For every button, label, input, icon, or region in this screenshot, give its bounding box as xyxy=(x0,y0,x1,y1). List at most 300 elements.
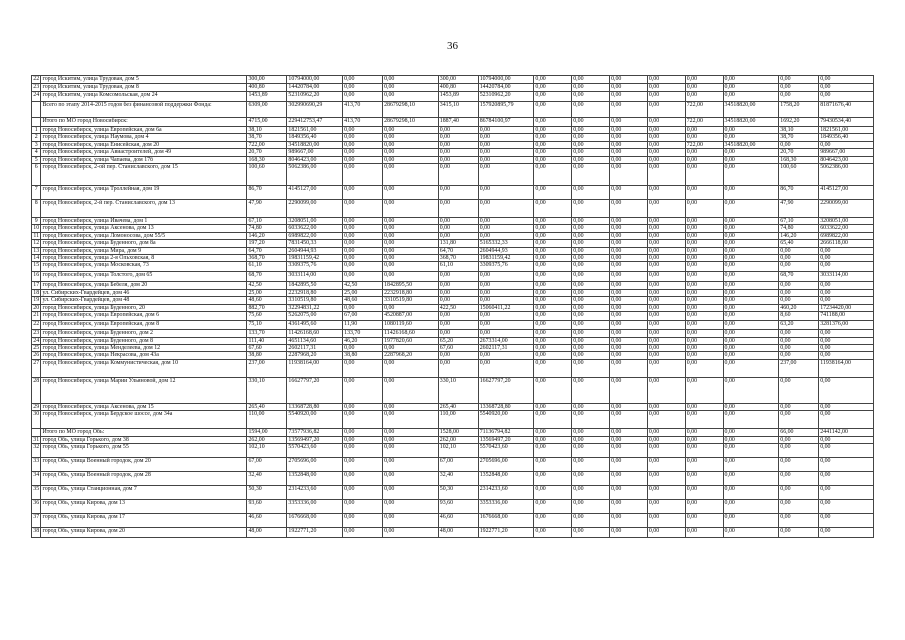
address-cell: город Новосибирск, улица Буденного, 20 xyxy=(41,304,247,311)
address-cell: Всего по этапу 2014-2015 годов без финансовой поддержки Фонда: xyxy=(41,102,247,118)
value-cell: 0,00 xyxy=(383,471,439,485)
value-cell: 0,00 xyxy=(572,289,610,296)
value-cell: 1676668,00 xyxy=(478,513,534,527)
value-cell: 413,70 xyxy=(343,118,383,127)
value-cell: 8,60 xyxy=(779,312,819,321)
value-cell: 0,00 xyxy=(819,436,874,443)
value-cell: 0,00 xyxy=(610,134,648,141)
value-cell: 0,00 xyxy=(723,272,779,282)
value-cell: 0,00 xyxy=(572,429,610,436)
address-cell: город Новосибирск, улица Марии Ульяновой, дом 12 xyxy=(41,377,247,403)
value-cell: 0,00 xyxy=(534,262,572,272)
value-cell: 0,00 xyxy=(343,436,383,443)
table-row xyxy=(32,127,874,134)
value-cell: 0,00 xyxy=(572,485,610,499)
row-number: 8 xyxy=(32,200,41,218)
value-cell: 0,00 xyxy=(647,527,685,537)
address-cell: город Новосибирск, улица Чапаева, дом 17б xyxy=(41,156,247,163)
row-number: 24 xyxy=(33,337,40,344)
value-cell: 38,10 xyxy=(779,127,819,134)
address-cell: город Искитим, улица Трудовая, дом 5 xyxy=(41,76,247,84)
value-cell: 0,00 xyxy=(723,156,779,163)
table-row xyxy=(32,312,874,321)
value-cell: 0,00 xyxy=(343,485,383,499)
value-cell: 0,00 xyxy=(534,527,572,537)
row-number: 33 xyxy=(32,457,41,471)
value-cell: 67,00 xyxy=(247,457,287,471)
value-cell: 0,00 xyxy=(819,289,874,296)
value-cell: 0,00 xyxy=(779,76,819,84)
row-number: 34 xyxy=(32,471,41,485)
table-row xyxy=(32,272,874,282)
value-cell: 1692,20 xyxy=(779,118,819,127)
value-cell: 11938164,00 xyxy=(287,359,343,377)
row-number: 17 xyxy=(33,282,40,289)
value-cell: 0,00 xyxy=(819,377,874,403)
value-cell: 0,00 xyxy=(383,225,439,232)
value-cell: 0,00 xyxy=(343,200,383,218)
value-cell: 0,00 xyxy=(534,232,572,239)
table-row xyxy=(32,218,874,225)
value-cell: 0,00 xyxy=(383,255,439,262)
value-cell: 48,60 xyxy=(247,297,287,304)
value-cell: 14420784,00 xyxy=(287,84,343,92)
value-cell: 3310519,80 xyxy=(287,297,343,304)
value-cell: 0,00 xyxy=(723,186,779,200)
value-cell: 0,00 xyxy=(610,156,648,163)
value-cell: 0,00 xyxy=(647,218,685,225)
value-cell: 0,00 xyxy=(647,513,685,527)
value-cell: 0,00 xyxy=(779,403,819,410)
value-cell: 0,00 xyxy=(534,443,572,457)
value-cell: 422,50 xyxy=(438,304,478,311)
value-cell: 0,00 xyxy=(610,499,648,513)
value-cell: 0,00 xyxy=(534,272,572,282)
value-cell: 0,00 xyxy=(647,312,685,321)
value-cell: 0,00 xyxy=(343,527,383,537)
value-cell: 0,00 xyxy=(343,344,383,351)
value-cell: 0,00 xyxy=(610,359,648,377)
value-cell: 0,00 xyxy=(572,240,610,247)
address-cell: город Новосибирск, улица Аксенова, дом 15 xyxy=(41,403,247,410)
value-cell: 300,00 xyxy=(438,76,478,84)
value-cell: 0,00 xyxy=(383,513,439,527)
value-cell: 741188,00 xyxy=(819,312,874,321)
address-cell: город Новосибирск, улица Европейская, дом 6 xyxy=(41,312,247,321)
address-cell: Итого по МО город Обь: xyxy=(41,429,247,436)
value-cell: 15060411,22 xyxy=(478,304,534,311)
address-cell: город Новосибирск, улица Коммунистическая, дом 10 xyxy=(41,359,247,377)
value-cell: 1758,20 xyxy=(779,102,819,118)
value-cell: 0,00 xyxy=(438,312,478,321)
table-row xyxy=(32,297,874,304)
value-cell: 4145127,00 xyxy=(287,186,343,200)
value-cell: 0,00 xyxy=(647,330,685,337)
value-cell: 0,00 xyxy=(647,411,685,429)
value-cell: 0,00 xyxy=(723,92,779,102)
value-cell: 0,00 xyxy=(383,359,439,377)
value-cell: 0,00 xyxy=(819,344,874,351)
value-cell: 0,00 xyxy=(779,92,819,102)
value-cell: 0,00 xyxy=(610,312,648,321)
value-cell: 0,00 xyxy=(723,289,779,296)
value-cell: 0,00 xyxy=(685,403,723,410)
value-cell: 6989822,00 xyxy=(287,232,343,239)
value-cell: 0,00 xyxy=(572,218,610,225)
value-cell: 0,00 xyxy=(343,513,383,527)
value-cell: 0,00 xyxy=(383,164,439,186)
table-row xyxy=(32,304,874,311)
value-cell: 1676668,00 xyxy=(287,513,343,527)
address-cell: город Новосибирск, 2-й пер. Станиславского, дом 13 xyxy=(41,200,247,218)
row-number: 32 xyxy=(32,443,41,457)
value-cell: 229412753,47 xyxy=(287,118,343,127)
row-number: 6 xyxy=(32,164,41,186)
value-cell: 0,00 xyxy=(383,262,439,272)
value-cell: 146,20 xyxy=(779,232,819,239)
value-cell: 0,00 xyxy=(572,200,610,218)
value-cell: 19831159,42 xyxy=(478,255,534,262)
value-cell: 0,00 xyxy=(383,429,439,436)
address-cell: город Обь, улица Кирова, дом 20 xyxy=(41,527,247,537)
value-cell: 413,70 xyxy=(343,102,383,118)
value-cell: 0,00 xyxy=(343,457,383,471)
value-cell: 0,00 xyxy=(534,118,572,127)
value-cell: 0,00 xyxy=(685,344,723,351)
value-cell: 61,10 xyxy=(438,262,478,272)
value-cell: 0,00 xyxy=(685,255,723,262)
value-cell: 0,00 xyxy=(438,321,478,330)
value-cell: 265,40 xyxy=(438,403,478,410)
value-cell: 48,60 xyxy=(343,297,383,304)
value-cell: 460,20 xyxy=(779,304,819,311)
value-cell: 42,50 xyxy=(343,282,383,289)
address-cell: ул. Сибирских-Гвардейцев, дом 48 xyxy=(41,297,247,304)
value-cell: 1849356,40 xyxy=(819,134,874,141)
value-cell: 0,00 xyxy=(610,84,648,92)
address-cell: город Новосибирск, улица Енисейская, дом 20 xyxy=(41,141,247,148)
value-cell: 0,00 xyxy=(534,330,572,337)
table-row xyxy=(32,240,874,247)
value-cell: 0,00 xyxy=(819,84,874,92)
row-number: 37 xyxy=(32,513,41,527)
value-cell: 0,00 xyxy=(572,84,610,92)
value-cell: 3033114,00 xyxy=(819,272,874,282)
value-cell: 168,30 xyxy=(779,156,819,163)
value-cell: 146,20 xyxy=(247,232,287,239)
value-cell: 0,00 xyxy=(779,84,819,92)
table-row xyxy=(32,247,874,254)
value-cell: 0,00 xyxy=(572,312,610,321)
value-cell: 0,00 xyxy=(779,337,819,344)
address-cell: город Обь, улица Военный городок, дом 20 xyxy=(41,457,247,471)
value-cell: 0,00 xyxy=(610,232,648,239)
address-cell: город Новосибирск, улица Троллейная, дом 19 xyxy=(41,186,247,200)
value-cell: 0,00 xyxy=(647,232,685,239)
value-cell: 0,00 xyxy=(610,225,648,232)
value-cell: 0,00 xyxy=(685,200,723,218)
value-cell: 0,00 xyxy=(438,330,478,337)
value-cell: 0,00 xyxy=(572,377,610,403)
value-cell: 0,00 xyxy=(572,457,610,471)
value-cell: 0,00 xyxy=(610,304,648,311)
value-cell: 0,00 xyxy=(723,304,779,311)
value-cell: 0,00 xyxy=(383,457,439,471)
value-cell: 0,00 xyxy=(685,164,723,186)
address-cell: город Новосибирск, улица Авиастроителей, дом 49 xyxy=(41,149,247,156)
value-cell: 0,00 xyxy=(478,141,534,148)
value-cell: 0,00 xyxy=(647,297,685,304)
table-row xyxy=(32,457,874,471)
value-cell: 28679298,10 xyxy=(383,118,439,127)
value-cell: 0,00 xyxy=(610,200,648,218)
address-cell: город Обь, улица Кирова, дом 17 xyxy=(41,513,247,527)
value-cell: 0,00 xyxy=(610,247,648,254)
value-cell: 0,00 xyxy=(343,186,383,200)
value-cell: 0,00 xyxy=(534,240,572,247)
value-cell: 0,00 xyxy=(534,218,572,225)
value-cell: 300,00 xyxy=(247,76,287,84)
value-cell: 0,00 xyxy=(343,164,383,186)
value-cell: 400,80 xyxy=(438,84,478,92)
value-cell: 133,70 xyxy=(247,330,287,337)
value-cell: 38,80 xyxy=(247,352,287,359)
value-cell: 0,00 xyxy=(343,471,383,485)
table-row xyxy=(32,321,874,330)
table-row xyxy=(32,156,874,163)
value-cell: 0,00 xyxy=(534,92,572,102)
value-cell: 0,00 xyxy=(779,297,819,304)
value-cell: 0,00 xyxy=(610,436,648,443)
value-cell: 25,00 xyxy=(343,289,383,296)
value-cell: 0,00 xyxy=(478,321,534,330)
value-cell: 0,00 xyxy=(383,149,439,156)
value-cell: 0,00 xyxy=(685,272,723,282)
page-number: 36 xyxy=(447,40,458,52)
value-cell: 32,40 xyxy=(438,471,478,485)
value-cell: 0,00 xyxy=(647,457,685,471)
value-cell: 0,00 xyxy=(610,262,648,272)
value-cell: 0,00 xyxy=(647,200,685,218)
value-cell: 989667,00 xyxy=(287,149,343,156)
value-cell: 0,00 xyxy=(610,272,648,282)
value-cell: 28679298,10 xyxy=(383,102,439,118)
value-cell: 0,00 xyxy=(647,403,685,410)
value-cell: 0,00 xyxy=(534,377,572,403)
value-cell: 0,00 xyxy=(647,76,685,84)
address-cell: город Новосибирск, улица 2-я Ольховская, 8 xyxy=(41,255,247,262)
value-cell: 0,00 xyxy=(610,485,648,499)
value-cell: 0,00 xyxy=(383,304,439,311)
housing-program-table xyxy=(31,75,874,538)
value-cell: 16627797,20 xyxy=(287,377,343,403)
value-cell: 0,00 xyxy=(779,255,819,262)
value-cell: 0,00 xyxy=(610,457,648,471)
value-cell: 20,70 xyxy=(779,149,819,156)
value-cell: 0,00 xyxy=(343,304,383,311)
value-cell: 64,70 xyxy=(247,247,287,254)
table-row xyxy=(32,443,874,457)
value-cell: 2604944,93 xyxy=(287,247,343,254)
value-cell: 38,70 xyxy=(247,134,287,141)
table-row xyxy=(32,359,874,377)
value-cell: 13368728,80 xyxy=(287,403,343,410)
value-cell: 0,00 xyxy=(534,255,572,262)
value-cell: 0,00 xyxy=(383,156,439,163)
value-cell: 0,00 xyxy=(534,200,572,218)
value-cell: 0,00 xyxy=(819,499,874,513)
value-cell: 0,00 xyxy=(819,403,874,410)
value-cell: 0,00 xyxy=(685,527,723,537)
value-cell: 0,00 xyxy=(819,297,874,304)
address-cell: город Новосибирск, улица Менделеева, дом 12 xyxy=(41,344,247,351)
value-cell: 20,70 xyxy=(247,149,287,156)
value-cell: 0,00 xyxy=(383,527,439,537)
value-cell: 0,00 xyxy=(534,289,572,296)
value-cell: 0,00 xyxy=(478,225,534,232)
table-row xyxy=(32,141,874,148)
value-cell: 0,00 xyxy=(723,359,779,377)
value-cell: 0,00 xyxy=(779,344,819,351)
value-cell: 0,00 xyxy=(647,344,685,351)
value-cell: 0,00 xyxy=(685,127,723,134)
table-row xyxy=(32,118,874,127)
value-cell: 0,00 xyxy=(647,337,685,344)
value-cell: 0,00 xyxy=(572,436,610,443)
value-cell: 0,00 xyxy=(647,134,685,141)
value-cell: 1528,00 xyxy=(438,429,478,436)
table-row xyxy=(32,403,874,410)
row-number: 35 xyxy=(32,485,41,499)
table-row xyxy=(32,411,874,429)
table-row xyxy=(32,186,874,200)
row-number: 21 xyxy=(32,312,41,321)
value-cell: 93,60 xyxy=(438,499,478,513)
value-cell: 0,00 xyxy=(819,262,874,272)
value-cell: 0,00 xyxy=(572,411,610,429)
value-cell: 0,00 xyxy=(685,443,723,457)
value-cell: 0,00 xyxy=(534,141,572,148)
row-number: 13 xyxy=(33,247,40,254)
value-cell: 0,00 xyxy=(383,272,439,282)
value-cell: 5062386,00 xyxy=(819,164,874,186)
value-cell: 0,00 xyxy=(647,436,685,443)
value-cell: 0,00 xyxy=(685,352,723,359)
value-cell: 0,00 xyxy=(572,471,610,485)
value-cell: 882,70 xyxy=(247,304,287,311)
value-cell: 302990690,29 xyxy=(287,102,343,118)
value-cell: 38,80 xyxy=(343,352,383,359)
value-cell: 0,00 xyxy=(647,429,685,436)
value-cell: 0,00 xyxy=(723,471,779,485)
value-cell: 0,00 xyxy=(478,134,534,141)
value-cell: 0,00 xyxy=(723,436,779,443)
value-cell: 14420784,00 xyxy=(478,84,534,92)
table-row xyxy=(32,429,874,436)
value-cell: 5062386,00 xyxy=(287,164,343,186)
value-cell: 0,00 xyxy=(610,527,648,537)
value-cell: 0,00 xyxy=(723,232,779,239)
value-cell: 168,30 xyxy=(247,156,287,163)
value-cell: 0,00 xyxy=(647,262,685,272)
value-cell: 1352848,00 xyxy=(478,471,534,485)
value-cell: 0,00 xyxy=(572,164,610,186)
value-cell: 368,70 xyxy=(247,255,287,262)
value-cell: 0,00 xyxy=(572,282,610,289)
value-cell: 2232918,80 xyxy=(287,289,343,296)
value-cell: 0,00 xyxy=(478,156,534,163)
value-cell: 0,00 xyxy=(779,282,819,289)
value-cell: 237,00 xyxy=(779,359,819,377)
value-cell: 0,00 xyxy=(610,411,648,429)
value-cell: 0,00 xyxy=(572,297,610,304)
value-cell: 0,00 xyxy=(819,282,874,289)
value-cell: 0,00 xyxy=(685,297,723,304)
value-cell: 0,00 xyxy=(819,255,874,262)
value-cell: 0,00 xyxy=(534,499,572,513)
value-cell: 0,00 xyxy=(610,127,648,134)
address-cell: город Новосибирск, улица Буденного, дом 8а xyxy=(41,240,247,247)
value-cell: 75,60 xyxy=(247,312,287,321)
value-cell: 0,00 xyxy=(438,134,478,141)
value-cell: 0,00 xyxy=(383,186,439,200)
row-number: 12 xyxy=(33,240,40,247)
value-cell: 102,10 xyxy=(247,443,287,457)
value-cell: 0,00 xyxy=(343,92,383,102)
value-cell: 197,20 xyxy=(247,240,287,247)
value-cell: 0,00 xyxy=(534,76,572,84)
value-cell: 0,00 xyxy=(610,352,648,359)
value-cell: 0,00 xyxy=(478,186,534,200)
value-cell: 0,00 xyxy=(534,134,572,141)
value-cell: 102,10 xyxy=(438,443,478,457)
value-cell: 66,00 xyxy=(779,429,819,436)
table-body xyxy=(32,76,874,538)
value-cell: 47,90 xyxy=(779,200,819,218)
value-cell: 0,00 xyxy=(572,359,610,377)
value-cell: 0,00 xyxy=(534,186,572,200)
value-cell: 0,00 xyxy=(685,262,723,272)
value-cell: 46,60 xyxy=(247,513,287,527)
value-cell: 0,00 xyxy=(610,92,648,102)
value-cell: 13368728,80 xyxy=(478,403,534,410)
value-cell: 0,00 xyxy=(610,118,648,127)
value-cell: 0,00 xyxy=(438,200,478,218)
value-cell: 0,00 xyxy=(438,359,478,377)
value-cell: 0,00 xyxy=(685,457,723,471)
value-cell: 0,00 xyxy=(534,429,572,436)
value-cell: 0,00 xyxy=(779,247,819,254)
value-cell: 0,00 xyxy=(572,255,610,262)
value-cell: 0,00 xyxy=(647,186,685,200)
value-cell: 5262075,00 xyxy=(287,312,343,321)
value-cell: 0,00 xyxy=(478,200,534,218)
value-cell: 25,00 xyxy=(247,289,287,296)
value-cell: 0,00 xyxy=(723,76,779,84)
value-cell: 0,00 xyxy=(572,186,610,200)
value-cell: 0,00 xyxy=(383,84,439,92)
value-cell: 0,00 xyxy=(478,312,534,321)
table-row xyxy=(32,149,874,156)
address-cell: город Новосибирск, улица Толстого, дом 65 xyxy=(41,272,247,282)
value-cell: 47,90 xyxy=(247,200,287,218)
value-cell: 1922771,20 xyxy=(478,527,534,537)
value-cell: 0,00 xyxy=(779,443,819,457)
value-cell: 0,00 xyxy=(647,247,685,254)
value-cell: 0,00 xyxy=(779,485,819,499)
value-cell: 16627797,20 xyxy=(478,377,534,403)
value-cell: 0,00 xyxy=(647,272,685,282)
